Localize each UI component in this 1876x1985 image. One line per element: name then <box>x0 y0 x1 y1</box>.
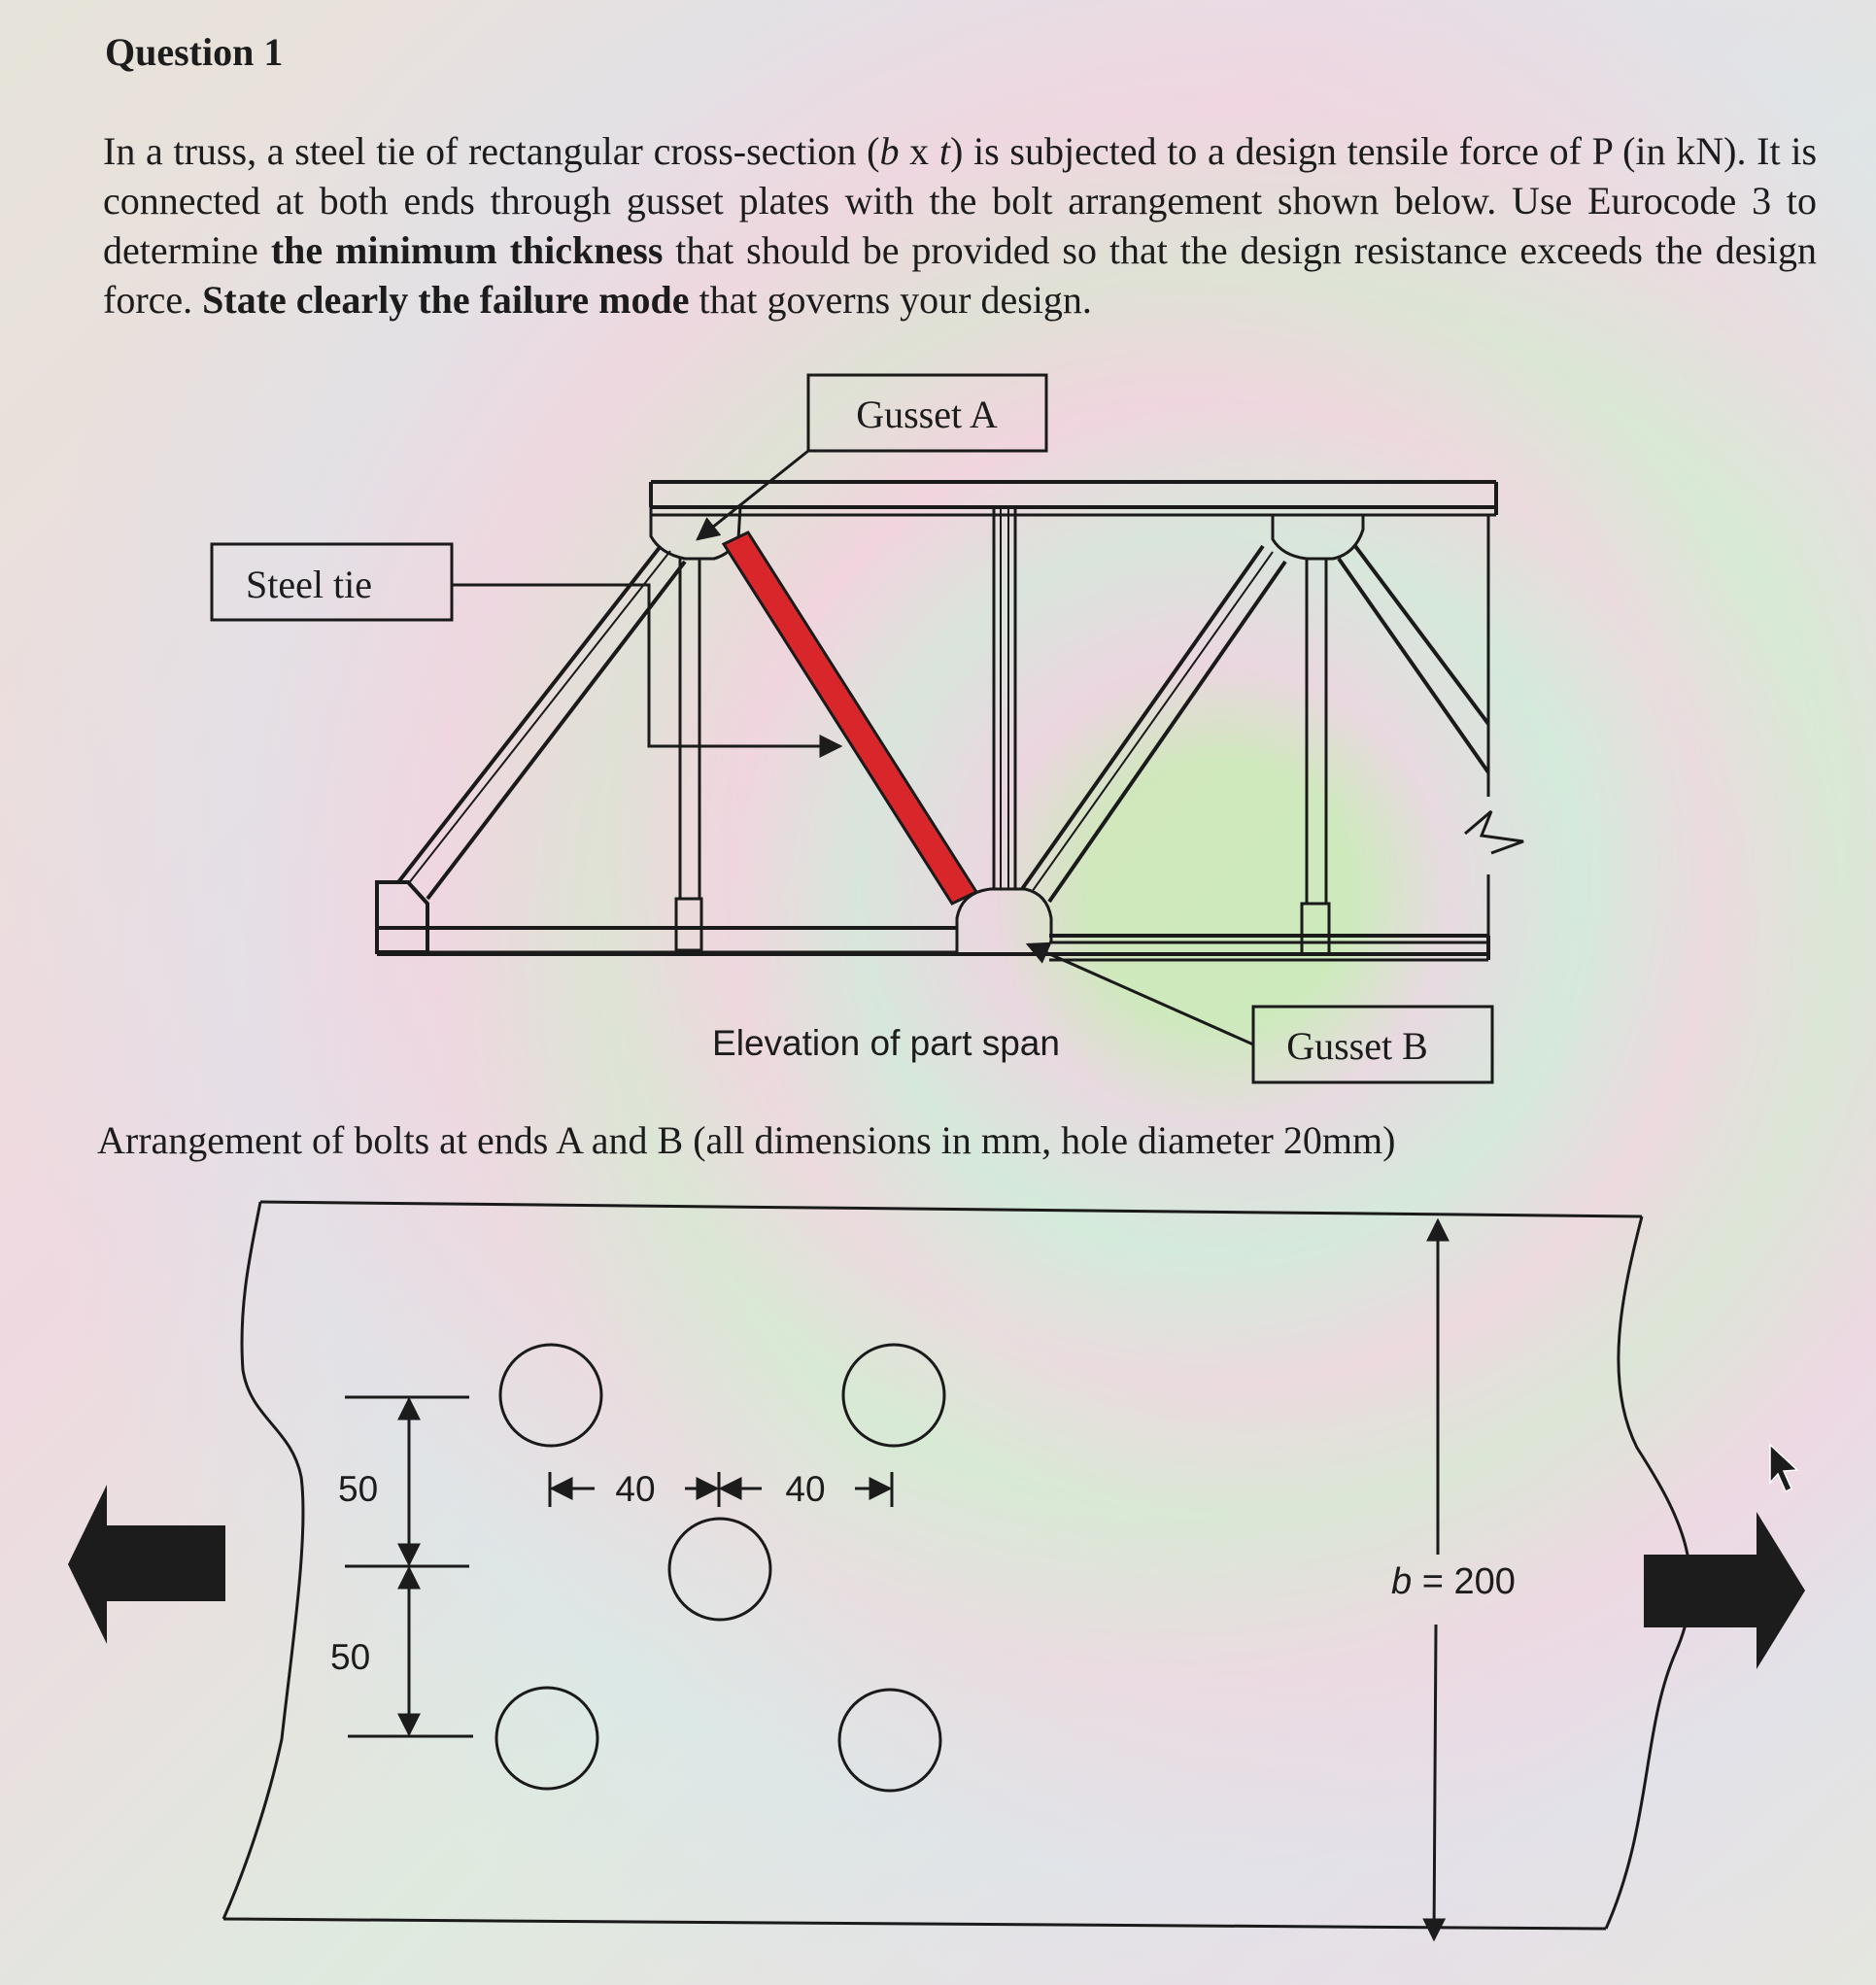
bottom-chord <box>377 515 1488 960</box>
bolt-figure-heading: Arrangement of bolts at ends A and B (all dimensions in mm, hole diameter 20mm) <box>97 1118 1396 1162</box>
emphasis-minimum-thickness: the minimum thickness <box>270 228 664 272</box>
gusset-b-callout <box>1028 944 1492 1082</box>
question-title: Question 1 <box>105 30 284 74</box>
vertical-member-left <box>676 559 701 950</box>
text-segment: that governs your design. <box>689 278 1092 322</box>
far-right-diagonal <box>1339 546 1488 772</box>
vertical-member-right <box>1302 559 1329 954</box>
steel-tie-label: Steel tie <box>246 563 372 606</box>
vertical-member-middle <box>994 507 1015 889</box>
vertical-dimensions <box>345 1397 473 1736</box>
width-label-value: = 200 <box>1412 1561 1516 1602</box>
text-segment: that should be provided so that the design resistance exceeds the design force. <box>103 228 1818 322</box>
gusset-b <box>957 889 1051 954</box>
bolt-hole <box>843 1345 944 1446</box>
left-diagonal <box>398 546 685 899</box>
width-label-var: b <box>1391 1561 1413 1602</box>
width-label <box>1391 1561 1516 1602</box>
right-diagonal <box>1022 546 1285 902</box>
dim-vertical-top: 50 <box>338 1469 379 1509</box>
var-t: t <box>938 129 950 173</box>
mouse-cursor-icon <box>1770 1445 1797 1491</box>
truss-elevation <box>377 482 1523 960</box>
horizontal-dimensions <box>550 1472 892 1507</box>
end-block <box>377 882 427 952</box>
load-arrow-left <box>68 1485 225 1644</box>
load-arrow-right <box>1644 1512 1805 1669</box>
dim-horizontal-right: 40 <box>785 1469 826 1509</box>
bolt-hole <box>500 1345 601 1446</box>
steel-tie-highlight <box>724 532 976 904</box>
bolt-hole <box>669 1519 770 1620</box>
break-symbol <box>1465 811 1523 853</box>
text-segment: x <box>899 129 939 173</box>
bolt-holes <box>496 1345 944 1791</box>
dim-horizontal-left: 40 <box>615 1469 656 1509</box>
elevation-caption: Elevation of part span <box>712 1023 1060 1063</box>
top-chord <box>651 482 1496 515</box>
gusset-a-label: Gusset A <box>856 393 998 436</box>
gusset-b-label: Gusset B <box>1286 1024 1428 1068</box>
bolt-hole <box>839 1690 940 1791</box>
bolt-hole <box>496 1688 597 1789</box>
text-segment: In a truss, a steel tie of rectangular cross-section ( <box>103 129 880 173</box>
dim-vertical-bottom: 50 <box>330 1637 371 1677</box>
var-b: b <box>879 129 900 173</box>
emphasis-failure-mode: State clearly the failure mode <box>202 278 690 322</box>
gusset-right <box>1273 515 1363 559</box>
text-segment: ) is subjected to a design tensile force of P (in kN). It is connected at both ends through gusset plates with the bolt arrangement shown below. Use Eurocode 3 to determine <box>103 129 1818 272</box>
